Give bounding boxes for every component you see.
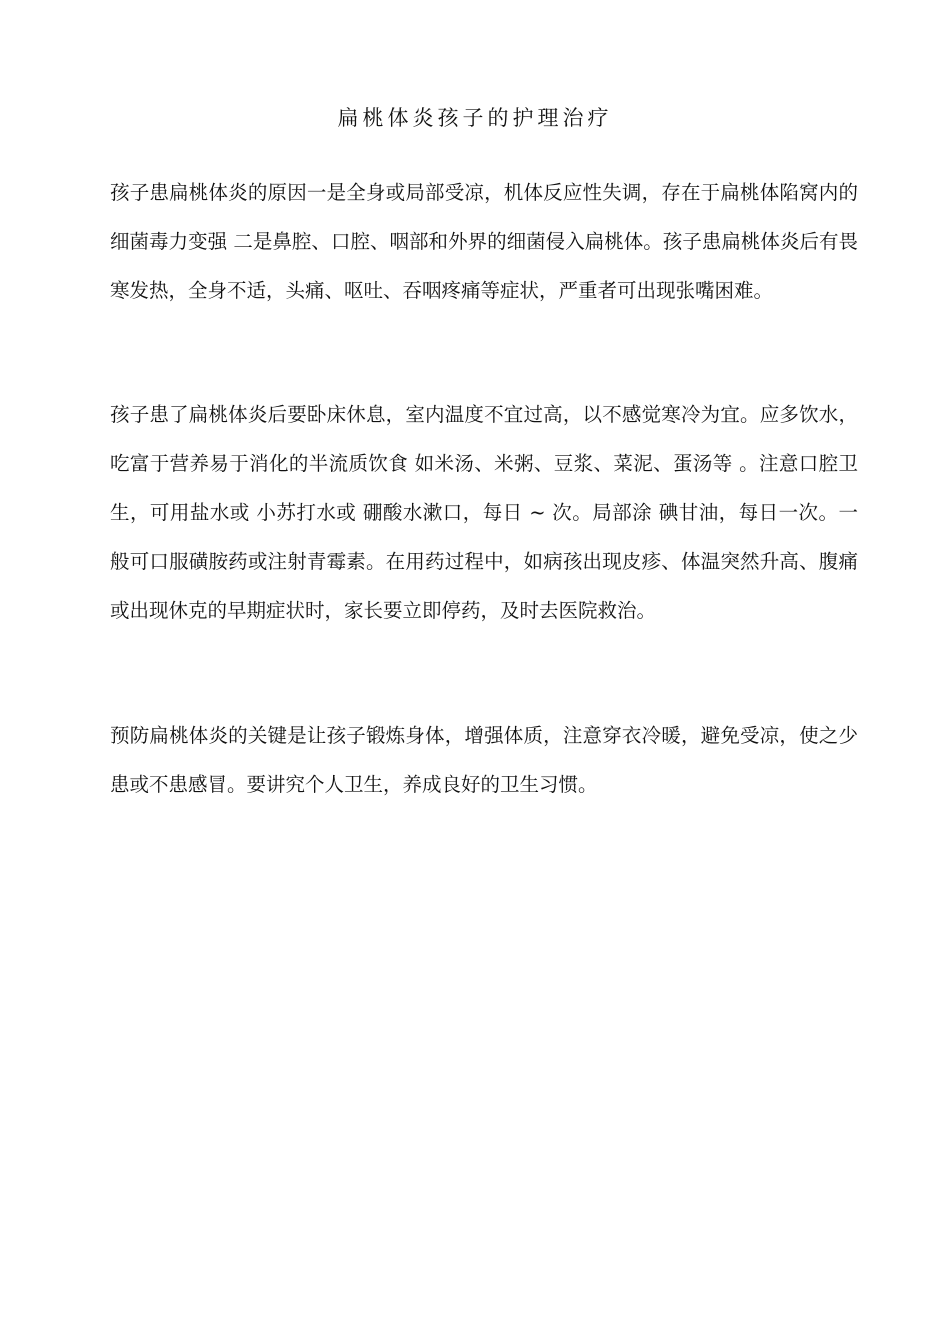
paragraph-care: 孩子患了扁桃体炎后要卧床休息，室内温度不宜过高，以不感觉寒冷为宜。应多饮水，吃富于营养易于消化的半流质饮食 如米汤、米粥、豆浆、菜泥、蛋汤等 。注意口腔卫生，可用盐水或 小苏打水或 硼酸水漱口，每日 ~ 次。局部涂 碘甘油，每日一次。一般可口服磺胺药或注射青霉素。在用药过程中，如病孩出现皮疹、体温突然升高、腹痛或出现休克的早期症状时，家长要立即停药，及时去医院救治。 bbox=[110, 403, 858, 622]
document-title: 扁桃体炎孩子的护理治疗 bbox=[337, 106, 613, 130]
paragraph-prevention: 预防扁桃体炎的关键是让孩子锻炼身体，增强体质，注意穿衣冷暖，避免受凉，使之少患或不患感冒。要讲究个人卫生，养成良好的卫生习惯。 bbox=[110, 724, 858, 796]
paragraph-cause: 孩子患扁桃体炎的原因一是全身或局部受凉，机体反应性失调，存在于扁桃体陷窝内的细菌毒力变强 二是鼻腔、口腔、咽部和外界的细菌侵入扁桃体。孩子患扁桃体炎后有畏寒发热，全身不适，头痛、呕吐、吞咽疼痛等症状，严重者可出现张嘴困难。 bbox=[110, 181, 858, 302]
